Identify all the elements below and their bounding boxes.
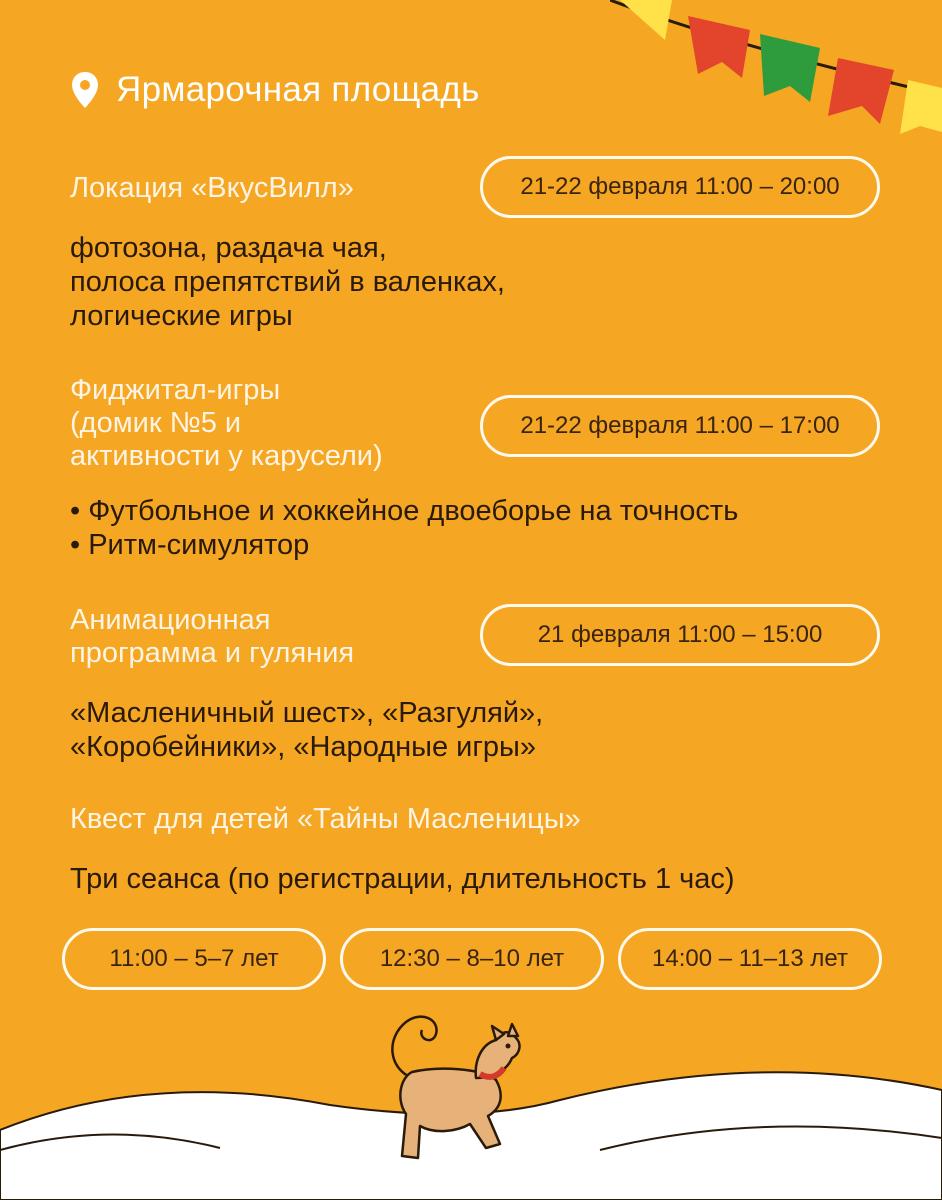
flag-yellow-2	[900, 80, 942, 134]
title-line: активности у карусели)	[70, 440, 383, 472]
activity-line: «Масленичный шест», «Разгуляй»,	[70, 697, 544, 729]
section-title-quest: Квест для детей «Тайны Масленицы»	[70, 803, 581, 835]
title-line: Фиджитал-игры	[70, 374, 281, 406]
activities-list-animation	[70, 696, 543, 764]
page-title: Ярмарочная площадь	[116, 70, 480, 109]
activity-line: полоса препятствий в валенках,	[70, 266, 505, 298]
session-badge-3: 14:00 – 11–13 лет	[618, 928, 882, 990]
time-badge-vkusvill: 21-22 февраля 11:00 – 20:00	[480, 156, 880, 218]
activity-line: фотозона, раздача чая,	[70, 232, 387, 264]
flag-red-2	[828, 58, 894, 124]
bullet-item: • Футбольное и хоккейное двоеборье на точность	[70, 495, 739, 527]
session-badge-1: 11:00 – 5–7 лет	[62, 928, 326, 990]
dog-illustration	[378, 1008, 528, 1168]
session-badge-2: 12:30 – 8–10 лет	[340, 928, 604, 990]
activity-line: логические игры	[70, 300, 293, 332]
activities-list-phygital	[70, 494, 738, 562]
title-line: (домик №5 и	[70, 407, 242, 439]
time-badge-phygital: 21-22 февраля 11:00 – 17:00	[480, 395, 880, 457]
flag-green-1	[760, 34, 820, 102]
bullet-item: • Ритм-симулятор	[70, 529, 310, 561]
title-line: программа и гуляния	[70, 637, 355, 669]
flag-yellow-1	[620, 0, 672, 40]
section-title-phygital	[70, 374, 383, 473]
section-title-animation	[70, 604, 354, 670]
time-badge-animation: 21 февраля 11:00 – 15:00	[480, 604, 880, 666]
activities-list-vkusvill	[70, 231, 505, 333]
quest-description: Три сеанса (по регистрации, длительность 1 час)	[70, 863, 735, 895]
section-title-vkusvill: Локация «ВкусВилл»	[70, 172, 354, 204]
location-pin-icon	[70, 70, 100, 110]
location-header	[70, 70, 480, 110]
activity-line: «Коробейники», «Народные игры»	[70, 731, 537, 763]
title-line: Анимационная	[70, 604, 271, 636]
flag-red-1	[688, 16, 750, 78]
bunting-flags	[610, 0, 942, 140]
